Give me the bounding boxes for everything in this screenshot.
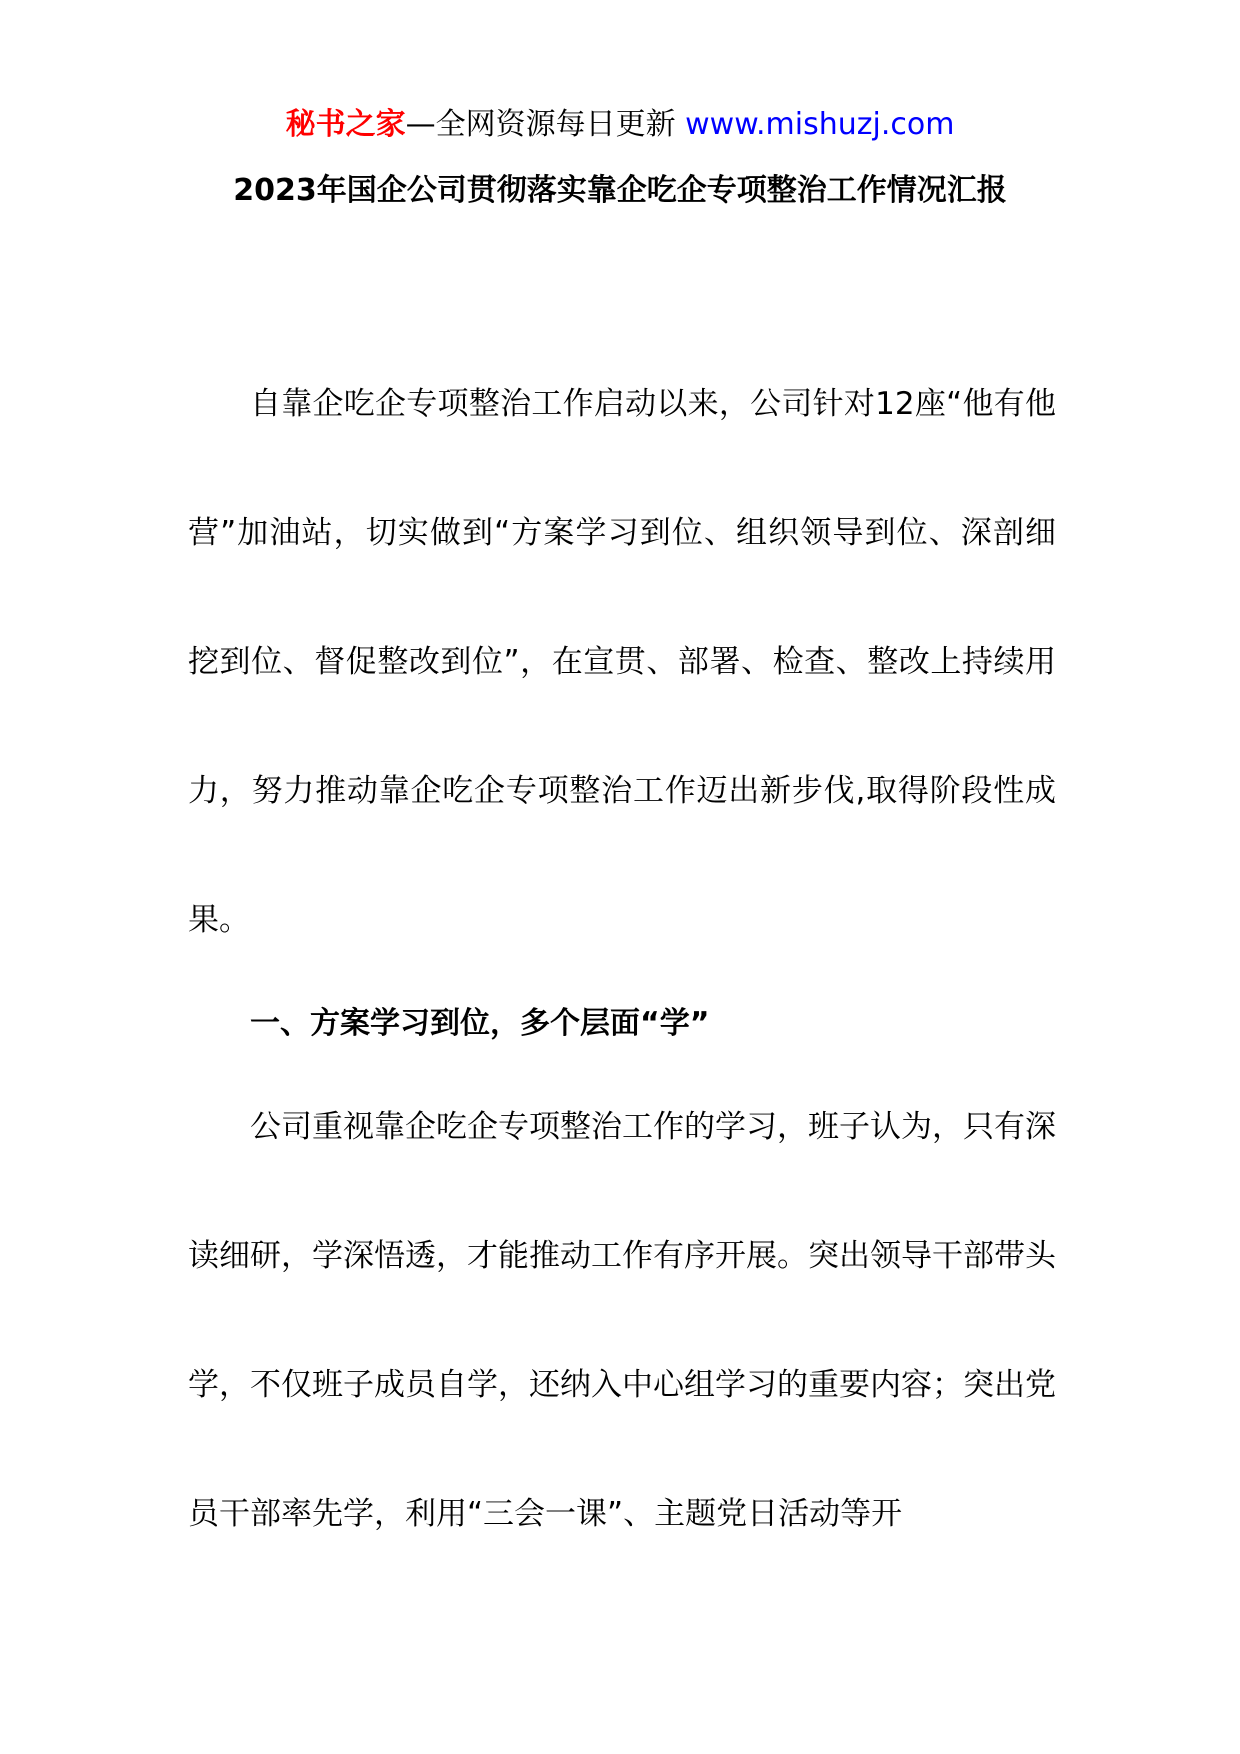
site-url-link[interactable]: www.mishuzj.com	[685, 107, 955, 142]
brand-name: 秘书之家	[285, 107, 406, 142]
document-title: 2023年国企公司贯彻落实靠企吃企专项整治工作情况汇报	[233, 173, 1007, 208]
section-heading-1: 一、方案学习到位，多个层面“学”	[250, 1006, 710, 1041]
banner-tagline: —全网资源每日更新	[405, 107, 676, 142]
intro-paragraph: 自靠企吃企专项整治工作启动以来，公司针对12座“他有他营”加油站，切实做到“方案学习到位、组织领导到位、深剖细挖到位、督促整改到位”，在宣贯、部署、检查、整改上持续用力，努力推动靠企吃企专项整治工作迈出新步伐,取得阶段性成果。	[188, 386, 1056, 938]
site-banner	[0, 100, 1240, 150]
section-1-paragraph: 公司重视靠企吃企专项整治工作的学习，班子认为，只有深读细研，学深悟透，才能推动工作有序开展。突出领导干部带头学，不仅班子成员自学，还纳入中心组学习的重要内容；突出党员干部率先学，利用“三会一课”、主题党日活动等开	[188, 1109, 1056, 1532]
